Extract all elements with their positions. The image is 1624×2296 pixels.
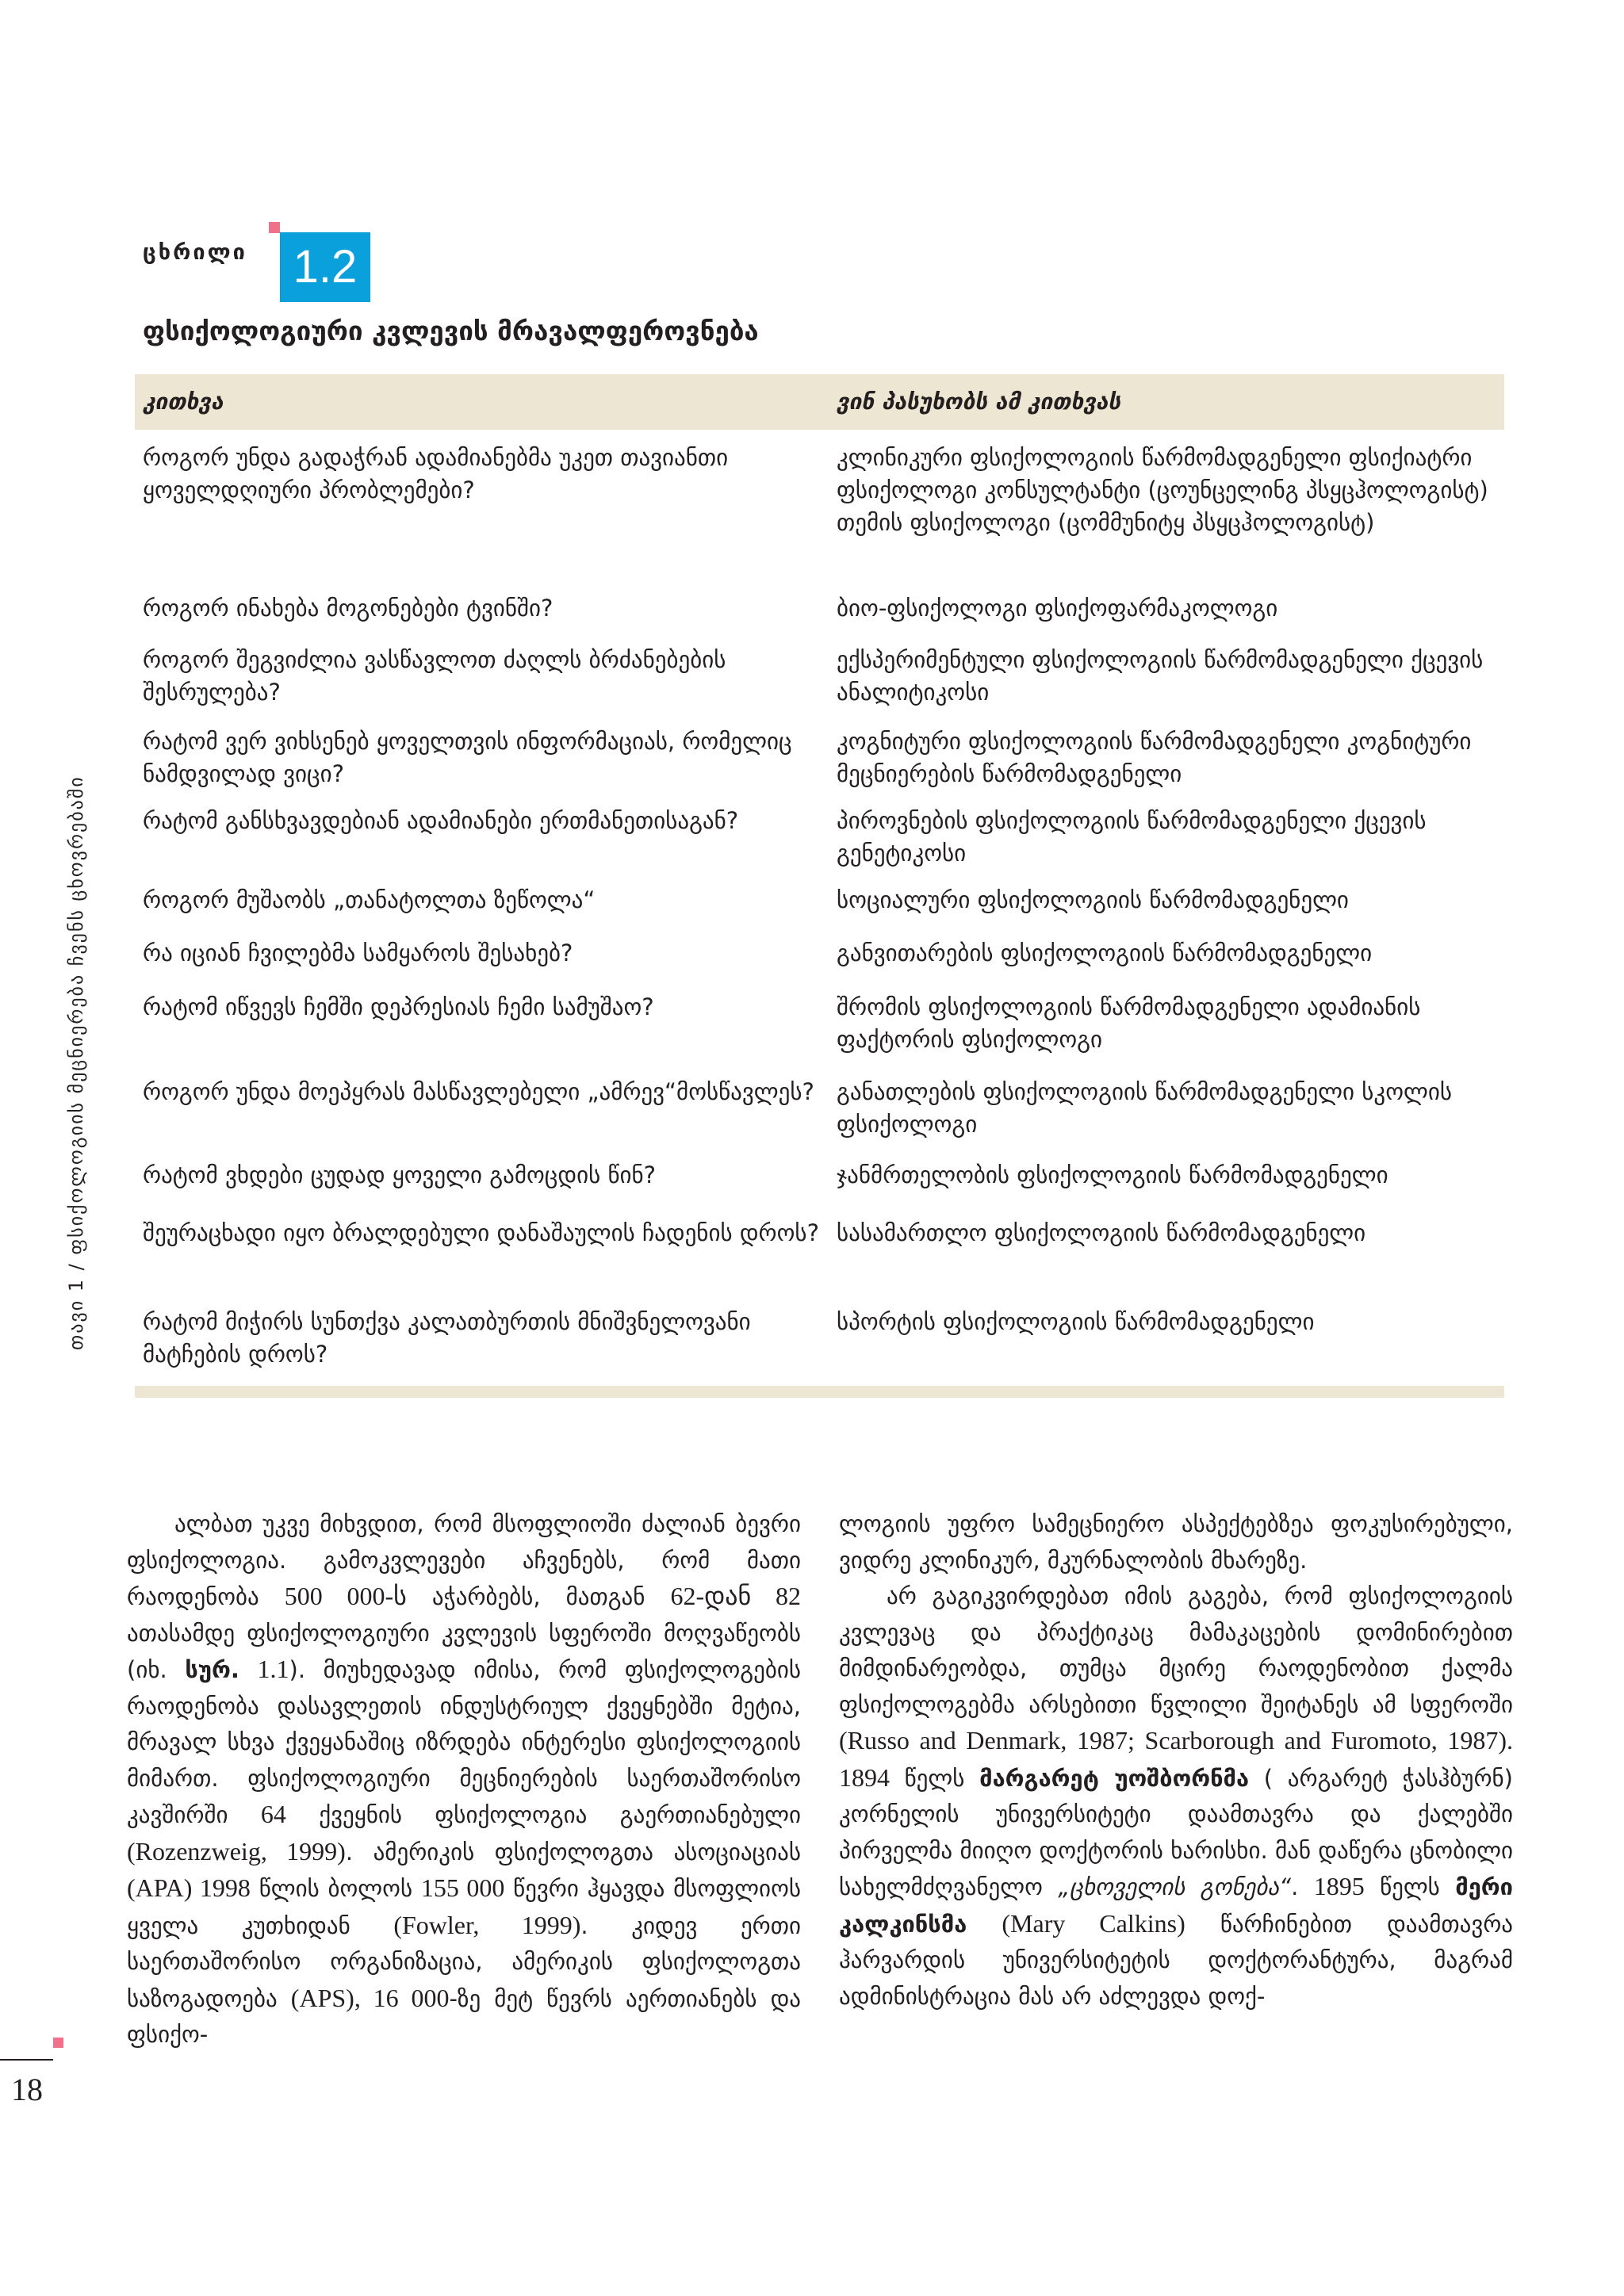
text-run: 500 000-ს (284, 1582, 407, 1610)
text-run: წელს (1364, 1873, 1456, 1900)
answer-cell: სასამართლო ფსიქოლოგიის წარმომადგენელი (837, 1219, 1366, 1246)
text-run: 62-დან 82 (670, 1582, 802, 1610)
body-paragraph (839, 1578, 1513, 2015)
text-run: (APA) 1998 (127, 1873, 251, 1902)
page-number: 18 (11, 2072, 43, 2107)
text-run: აჭარბებს, მათგან (406, 1583, 671, 1610)
table-title: ფსიქოლოგიური კვლევის მრავალფეროვნება (143, 316, 759, 346)
question-cell: შეურაცხადი იყო ბრალდებული დანაშაულის ჩადენის დროს? (143, 1219, 819, 1246)
text-run: (APS), 16 000 (290, 1983, 450, 2012)
question-cell: როგორ ინახება მოგონებები ტვინში? (143, 595, 553, 622)
question-cell: როგორ შეგვიძლია ვასწავლოთ ძაღლს ბრძანებების შესრულება? (143, 646, 726, 706)
text-run: სურ. (185, 1656, 239, 1683)
question-cell: როგორ მუშაობს „თანატოლთა ზეწოლა“ (143, 886, 596, 913)
answer-cell: განვითარების ფსიქოლოგიის წარმომადგენელი (837, 939, 1373, 966)
question-cell: რატომ მიჭირს სუნთქვა კალათბურთის მნიშვნელოვანი მატჩების დროს? (143, 1308, 751, 1368)
answer-cell: შრომის ფსიქოლოგიის წარმომადგენელი ადამიანის ფაქტორის ფსიქოლოგი (837, 993, 1421, 1053)
text-run: „ცხოველის გონება“ (1058, 1873, 1292, 1900)
answer-cell: ექსპერიმენტული ფსიქოლოგიის წარმომადგენელი ქცევის ანალიტიკოსი (837, 646, 1484, 706)
sidebar-rule (0, 2059, 53, 2061)
answer-cell: ბიო-ფსიქოლოგი ფსიქოფარმაკოლოგი (837, 595, 1278, 622)
text-run (967, 1911, 1002, 1938)
text-run: წელს (890, 1764, 980, 1792)
question-cell: რატომ ვხდები ცუდად ყოველი გამოცდის წინ? (143, 1161, 657, 1188)
text-run: (Russo and Denmark, 1987; Scarborough and Furomoto, 1987). 1894 (839, 1726, 1513, 1792)
question-cell: როგორ უნდა მოეპყრას მასწავლებელი „ამრევ“მოსწავლეს? (143, 1078, 814, 1105)
table-label: ცხრილი (143, 240, 247, 265)
table-number-badge: 1.2 (280, 232, 370, 302)
text-run: 64 (260, 1800, 286, 1828)
text-run: -ზე მეტ წევრს აერთიანებს და ფსიქო- (127, 1984, 802, 2048)
text-run: 155 000 (420, 1873, 505, 1902)
running-head: თავი 1 / ფსიქოლოგიის მეცნიერება ჩვენს ცხოვრებაში (65, 775, 87, 1350)
text-run: ). მიუხედავად იმისა, რომ ფსიქოლოგების რაოდენობა დასავლეთის ინდუსტრიულ ქვეყნებში მეტია, მრავალ სხვა ქვეყანაშიც იზრდება ინტერესი ფსიქოლოგიის მიმართ. ფსიქოლოგიური მეცნიერების საერთაშორისო კავშირში (127, 1656, 802, 1828)
answer-cell: განათლების ფსიქოლოგიის წარმომადგენელი სკოლის ფსიქოლოგი (837, 1078, 1453, 1138)
text-run: ( არგარეტ ჭასჰბურნ) კორნელის უნივერსიტეტი დაამთავრა და ქალებში პირველმა მიიღო დოქტორის ხარისხი. მან დაწერა ცნობილი სახელმძღვანელო (839, 1764, 1513, 1900)
text-run: წლის ბოლოს (250, 1875, 421, 1902)
question-cell: როგორ უნდა გადაჭრან ადამიანებმა უკეთ თავიანთი ყოველდღიური პრობლემები? (143, 444, 729, 503)
sidebar-accent-square (53, 2038, 63, 2048)
text-run: 1.1 (257, 1655, 289, 1683)
accent-square (269, 222, 280, 233)
text-run: (Fowler, 1999) (393, 1910, 581, 1939)
question-cell: რატომ იწვევს ჩემში დეპრესიას ჩემი სამუშაო? (143, 993, 654, 1020)
text-run: არ გაგიკვირდებათ იმის გაგება, რომ ფსიქოლოგიის კვლევაც და პრაქტიკაც მამაკაცების დომინირებით მიმდინარეობდა, თუმცა მცირე რაოდენობით ქალმა ფსიქოლოგებმა არსებითი წვლილი შეიტანეს ამ სფეროში (839, 1582, 1513, 1718)
body-column-right (839, 1506, 1513, 2015)
body-paragraph (127, 1506, 801, 2053)
text-run: წევრი ჰყავდა მსოფლიოს ყველა კუთხიდან (127, 1875, 802, 1939)
column-header-question: კითხვა (143, 388, 224, 415)
body-paragraph (839, 1506, 1513, 1578)
text-run (239, 1656, 258, 1683)
text-run: ქვეყნის ფსიქოლოგია გაერთიანებული (285, 1801, 801, 1828)
text-run: მარგარეტ უოშბორნმა (979, 1764, 1250, 1792)
answer-cell: ჯანმრთელობის ფსიქოლოგიის წარმომადგენელი (837, 1161, 1388, 1188)
text-run: . კიდევ ერთი საერთაშორისო ორგანიზაცია, ამერიკის ფსიქოლოგთა საზოგადოება (127, 1911, 801, 2012)
text-run: ათასამდე ფსიქოლოგიური კვლევის სფეროში მოღვაწეობს (იხ. (127, 1619, 801, 1683)
answer-cell: კლინიკური ფსიქოლოგიის წარმომადგენელი ფსიქიატრი ფსიქოლოგი კონსულტანტი (ცოუნცელინგ პსყცჰოლოგისტ) თემის ფსიქოლოგი (ცომმუნიტყ პსყცჰოლოგისტ) (837, 444, 1488, 536)
text-run: (Mary Calkins) (1002, 1908, 1185, 1938)
text-run: 1895 (1313, 1872, 1365, 1900)
answer-cell: სპორტის ფსიქოლოგიის წარმომადგენელი (837, 1308, 1315, 1335)
question-cell: რა იციან ჩვილებმა სამყაროს შესახებ? (143, 939, 573, 966)
research-table (135, 374, 1504, 1368)
column-header-answer: ვინ პასუხობს ამ კითხვას (837, 388, 1121, 415)
question-cell: რატომ განსხვავდებიან ადამიანები ერთმანეთისაგან? (143, 807, 739, 834)
answer-cell: სოციალური ფსიქოლოგიის წარმომადგენელი (837, 886, 1349, 913)
text-run: მერი კალკინსმა (839, 1873, 1514, 1938)
answer-cell: პიროვნების ფსიქოლოგიის წარმომადგენელი ქცევის გენეტიკოსი (837, 807, 1427, 867)
text-run: ალბათ უკვე მიხვდით, რომ მსოფლიოში ძალიან ბევრი ფსიქოლოგია. გამოკვლევები აჩვენებს, რომ მათი რაოდენობა (127, 1510, 801, 1610)
table-header (135, 374, 1504, 430)
table-bottom-rule (135, 1386, 1504, 1398)
text-run: ლოგიის უფრო სამეცნიერო ასპექტებზეა ფოკუსირებული, ვიდრე კლინიკურ, მკურნალობის მხარეზე. (839, 1510, 1513, 1574)
question-cell: რატომ ვერ ვიხსენებ ყოველთვის ინფორმაციას, რომელიც ნამდვილად ვიცი? (143, 728, 792, 787)
text-run: (Rozenzweig, 1999) (127, 1836, 346, 1866)
text-run: წარჩინებით დაამთავრა ჰარვარდის უნივერსიტეტის დოქტორანტურა, მაგრამ ადმინისტრაცია მას არ აძლევდა დოქ- (839, 1910, 1514, 2010)
answer-cell: კოგნიტური ფსიქოლოგიის წარმომადგენელი კოგნიტური მეცნიერების წარმომადგენელი (837, 728, 1472, 787)
text-run: . (1291, 1873, 1314, 1900)
body-column-left (127, 1506, 801, 2053)
text-run: . ამერიკის ფსიქოლოგთა ასოციაციას (345, 1838, 802, 1866)
